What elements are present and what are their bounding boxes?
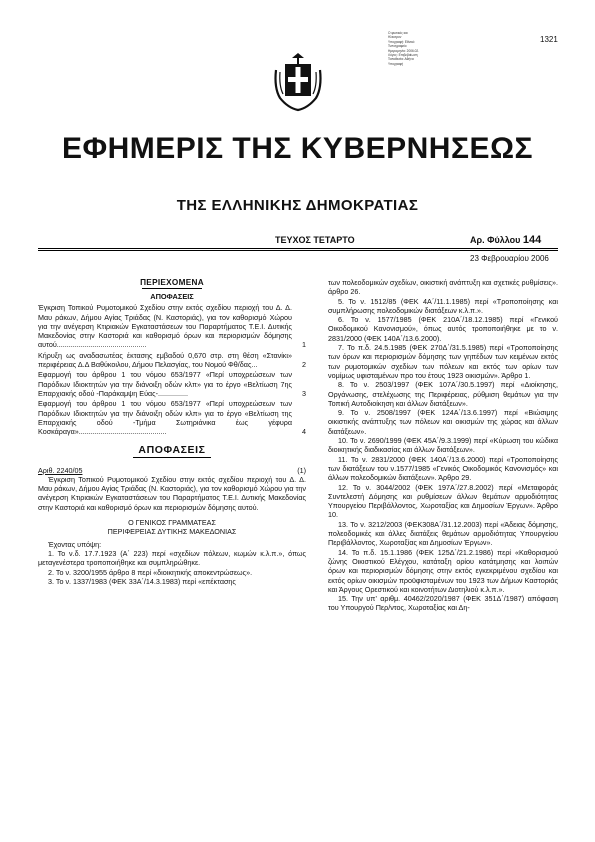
right-column [328, 278, 558, 613]
legal-point: 15. Την υπ’ αριθμ. 40462/2020/1987 (ΦΕΚ 351Δ΄/1987) απόφαση του Υπουργού Περ/ντος, Χωροταξίας και Δη- [328, 594, 558, 613]
toc-item-page: 1 [302, 340, 306, 350]
toc-title: ΠΕΡΙΕΧΟΜΕΝΑ [140, 278, 204, 287]
issue-date: 23 Φεβρουαρίου 2006 [470, 254, 549, 263]
legal-point: 9. Το ν. 2508/1997 (ΦΕΚ 124Α΄/13.6.1997) περί «Βιώσιμης οικιστικής ανάπτυξης των πόλεων και οικισμών της χώρας και άλλων διατάξεων». [328, 408, 558, 436]
decision-summary: Έγκριση Τοπικού Ρυμοτομικού Σχεδίου στην εκτός σχεδίου περιοχή του Δ. Δ. Μαυ ράκων, Δήμου Αγίας Τριάδας (Ν. Καστοριάς), για τον καθορισμό Χώρου για την ανέγερση Κτιριακών Εγκαταστάσεων του Παραρτήματος Τ.Ε.Ι. Δυτικής Μακεδονίας στην Καστοριά και καθορισμό όρων και περιορισμών δόμησης αυτού. [38, 474, 306, 512]
legal-point: 7. Το π.δ. 24.5.1985 (ΦΕΚ 270Δ΄/31.5.1985) περί «Τροποποίησης των όρων και περιορισμών δόμησης των γηπέδων των κειμένων εκτός των ρυμοτομικών σχεδίων των πόλεων και εκτός των ορίων των νομίμως υφισταμένων προ του έτους 1923 οικισμών». Άρθρο 1. [328, 343, 558, 380]
decision-marker: (1) [297, 465, 306, 475]
sheet-label: Αρ. Φύλλου [470, 235, 521, 245]
decisions-heading-rule [133, 457, 211, 458]
legal-point: 12. Το ν. 3044/2002 (ΦΕΚ 197Α΄/27.8.2002) περί «Μεταφοράς Συντελεστή Δόμησης και ρυθμίσεων άλλων θεμάτων αρμοδιότητας Υπουργείου Περιβάλλοντος, Χωροταξίας και Δημοσίων Έργων». Άρθρο 10. [328, 482, 558, 520]
toc-item-page: 2 [302, 360, 306, 370]
toc-item [38, 351, 306, 370]
legal-point: 2. Το ν. 3200/1955 άρθρο 8 περί «διοικητικής αποκεντρώσεως». [48, 567, 253, 577]
toc-item-text: Εφαρμογή του άρθρου 1 του νόμου 653/1977 «Περί υποχρεώσεων των Παρόδιων Ιδιοκτητών για την διάνοιξη οδών κλπ» για το έργο «Βελτίωση της Επαρχιακής οδού -Τμήμα Σωτηριάνικα έως γέφυρα Κοσκάραγα»............................................ [38, 399, 292, 437]
digital-signature-stamp [388, 31, 456, 66]
legal-point: 6. Το ν. 1577/1985 (ΦΕΚ 210Α΄/18.12.1985) περί «Γενικού Οικοδομικού Κανονισμού», όπως αυτός τροποποιήθηκε με το ν. 2831/2000 (ΦΕΚ 140Α΄/13.6.2000). [328, 315, 558, 343]
stamp-line: Υπογραφή: Εθνικό [388, 39, 415, 44]
stamp-line: Ηλεκτρον [388, 35, 402, 40]
stamp-line: Τυπογραφείο [388, 44, 407, 49]
toc-item [38, 303, 306, 349]
legal-point: των πολεοδομικών σχεδίων, οικιστική ανάπτυξη και σχετικές ρυθμίσεις». άρθρο 26. [328, 278, 559, 297]
sheet-number [470, 234, 541, 246]
considering-label: Έχοντας υπόψη: [48, 539, 102, 549]
authority-region: ΠΕΡΙΦΕΡΕΙΑΣ ΔΥΤΙΚΗΣ ΜΑΚΕΔΟΝΙΑΣ [107, 527, 237, 537]
toc-item [38, 370, 306, 398]
legal-point: 5. Το ν. 1512/85 (ΦΕΚ 4Α΄/11.1.1985) περί «Τροποποίησης και συμπλήρωσης πολεοδομικών διατάξεων κ.λ.π.». [328, 296, 558, 315]
toc-item-text: Έγκριση Τοπικού Ρυμοτομικού Σχεδίου στην εκτός σχεδίου περιοχή του Δ. Δ. Μαυ ράκων, Δήμου Αγίας Τριάδας (Ν. Καστοριάς), για τον καθορισμό Χώρου για την ανέγερση Κτιριακών Εγκαταστάσεων του Παραρτήματος Τ.Ε.Ι. Δυτικής Μακεδονίας στην Καστοριά και καθορισμό όρων και περιορισμών δόμησης αυτού............................................. [38, 303, 292, 350]
stamp-line: Ημερομηνία: 2006.02. [388, 48, 420, 53]
authority-title: Ο ΓΕΝΙΚΟΣ ΓΡΑΜΜΑΤΕΑΣ [128, 518, 216, 528]
header-rule-thin [38, 250, 558, 251]
legal-point: 11. Το ν. 2831/2000 (ΦΕΚ 140Α΄/13.6.2000) περί «Τροποποίησης των διατάξεων του ν.1577/1985 «Γενικός Οικοδομικός Κανονισμός» και άλλων πολεοδομικών διατάξεων». Άρθρο 29. [328, 454, 558, 483]
legal-point: 10. Το ν. 2690/1999 (ΦΕΚ 45Α΄/9.3.1999) περί «Κύρωση του κώδικα διοικητικής διαδικασίας και άλλων διατάξεων». [328, 436, 558, 455]
toc-item-page: 4 [302, 427, 306, 437]
page-number: 1321 [540, 35, 558, 44]
toc-item-text: Εφαρμογή του άρθρου 1 του νόμου 653/1977 «Περί υποχρεώσεων των Παρόδιων Ιδιοκτητών για την διάνοιξη οδών κλπ» για το έργο «Βελτίωση 7ης Επαρχιακής οδού -Παράκαμψη Εύας-............... [38, 370, 292, 398]
toc-item-page: 3 [302, 388, 306, 398]
decisions-heading: ΑΠΟΦΑΣΕΙΣ [138, 444, 206, 457]
left-column [38, 278, 306, 586]
legal-point: 13. Το ν. 3212/2003 (ΦΕΚ308Α΄/31.12.2003) περί «Άδειας δόμησης, πολεοδομικές και άλλες διατάξεις θεμάτων αρμοδιότητας Υπουργείου Περιβάλλοντος, Χωροταξίας και Δημοσίων Έργων». [328, 519, 558, 548]
issue-series: ΤΕΥΧΟΣ ΤΕΤΑΡΤΟ [275, 235, 355, 245]
stamp-line: Λόγος: Επιβεβαίωση [388, 53, 418, 58]
toc-item [38, 399, 306, 436]
legal-point: 14. Το π.δ. 15.1.1986 (ΦΕΚ 125Δ΄/21.2.1986) περί «Καθορισμού ζώνης Οικιστικού Ελέγχου, κατάταξη ορίου κατάτμησης και λοιπών όρων και περιορισμών δόμησης στην εκτός εγκεκριμένου σχεδίου και εκτός ορίων οικισμών προϋφισταμένων του 1923 των Δήμων Καστοριάς και Άργους Ορεστικού και κοινοτήτων Διοτηλιού κ.λ.π.». [328, 547, 558, 594]
greek-emblem-icon [270, 52, 326, 112]
legal-point: 3. Το ν. 1337/1983 (ΦΕΚ 33Α΄/14.3.1983) περί «επέκτασης [48, 576, 236, 586]
decision-header [38, 466, 306, 475]
sheet-number-value: 144 [522, 234, 542, 246]
legal-point: 1. Το ν.δ. 17.7.1923 (Α΄ 223) περί «σχεδίων πόλεων, κωμών κ.λ.π.», όπως μεταγενέστερα τροποποιήθηκε και συμπληρώθηκε. [38, 548, 306, 568]
stamp-line: Τοποθεσία: Αθήνα [388, 57, 414, 62]
stamp-line: Υπογραφή [388, 61, 404, 66]
gazette-title: ΕΦΗΜΕΡΙΣ ΤΗΣ ΚΥΒΕΡΝΗΣΕΩΣ [61, 132, 534, 165]
stamp-line: Ο φυσικός και [388, 31, 408, 35]
toc-title-rule [142, 288, 202, 289]
legal-point: 8. Το ν. 2503/1997 (ΦΕΚ 107Α΄/30.5.1997) περί «Διοίκησης, Οργάνωσης, στελέχωσης της Περιφέρειας, ρύθμιση θεμάτων για την Τοπική Αυτοδιοίκηση και άλλων διατάξεων». [328, 380, 558, 408]
header-rule [38, 248, 558, 249]
decision-number: Αριθ. 2240/05 [38, 465, 83, 475]
toc-item-text: Κήρυξη ως αναδασωτέας έκτασης εμβαδού 0,670 στρ. στη θέση «Στανίκι» περιφέρειας Δ.Δ Βαθύκοιλου, Δήμου Πελασγίας, του Νομού Φθ/δας... [38, 350, 292, 370]
gazette-subtitle: ΤΗΣ ΕΛΛΗΝΙΚΗΣ ΔΗΜΟΚΡΑΤΙΑΣ [176, 197, 419, 214]
toc-subtitle: ΑΠΟΦΑΣΕΙΣ [150, 291, 194, 301]
